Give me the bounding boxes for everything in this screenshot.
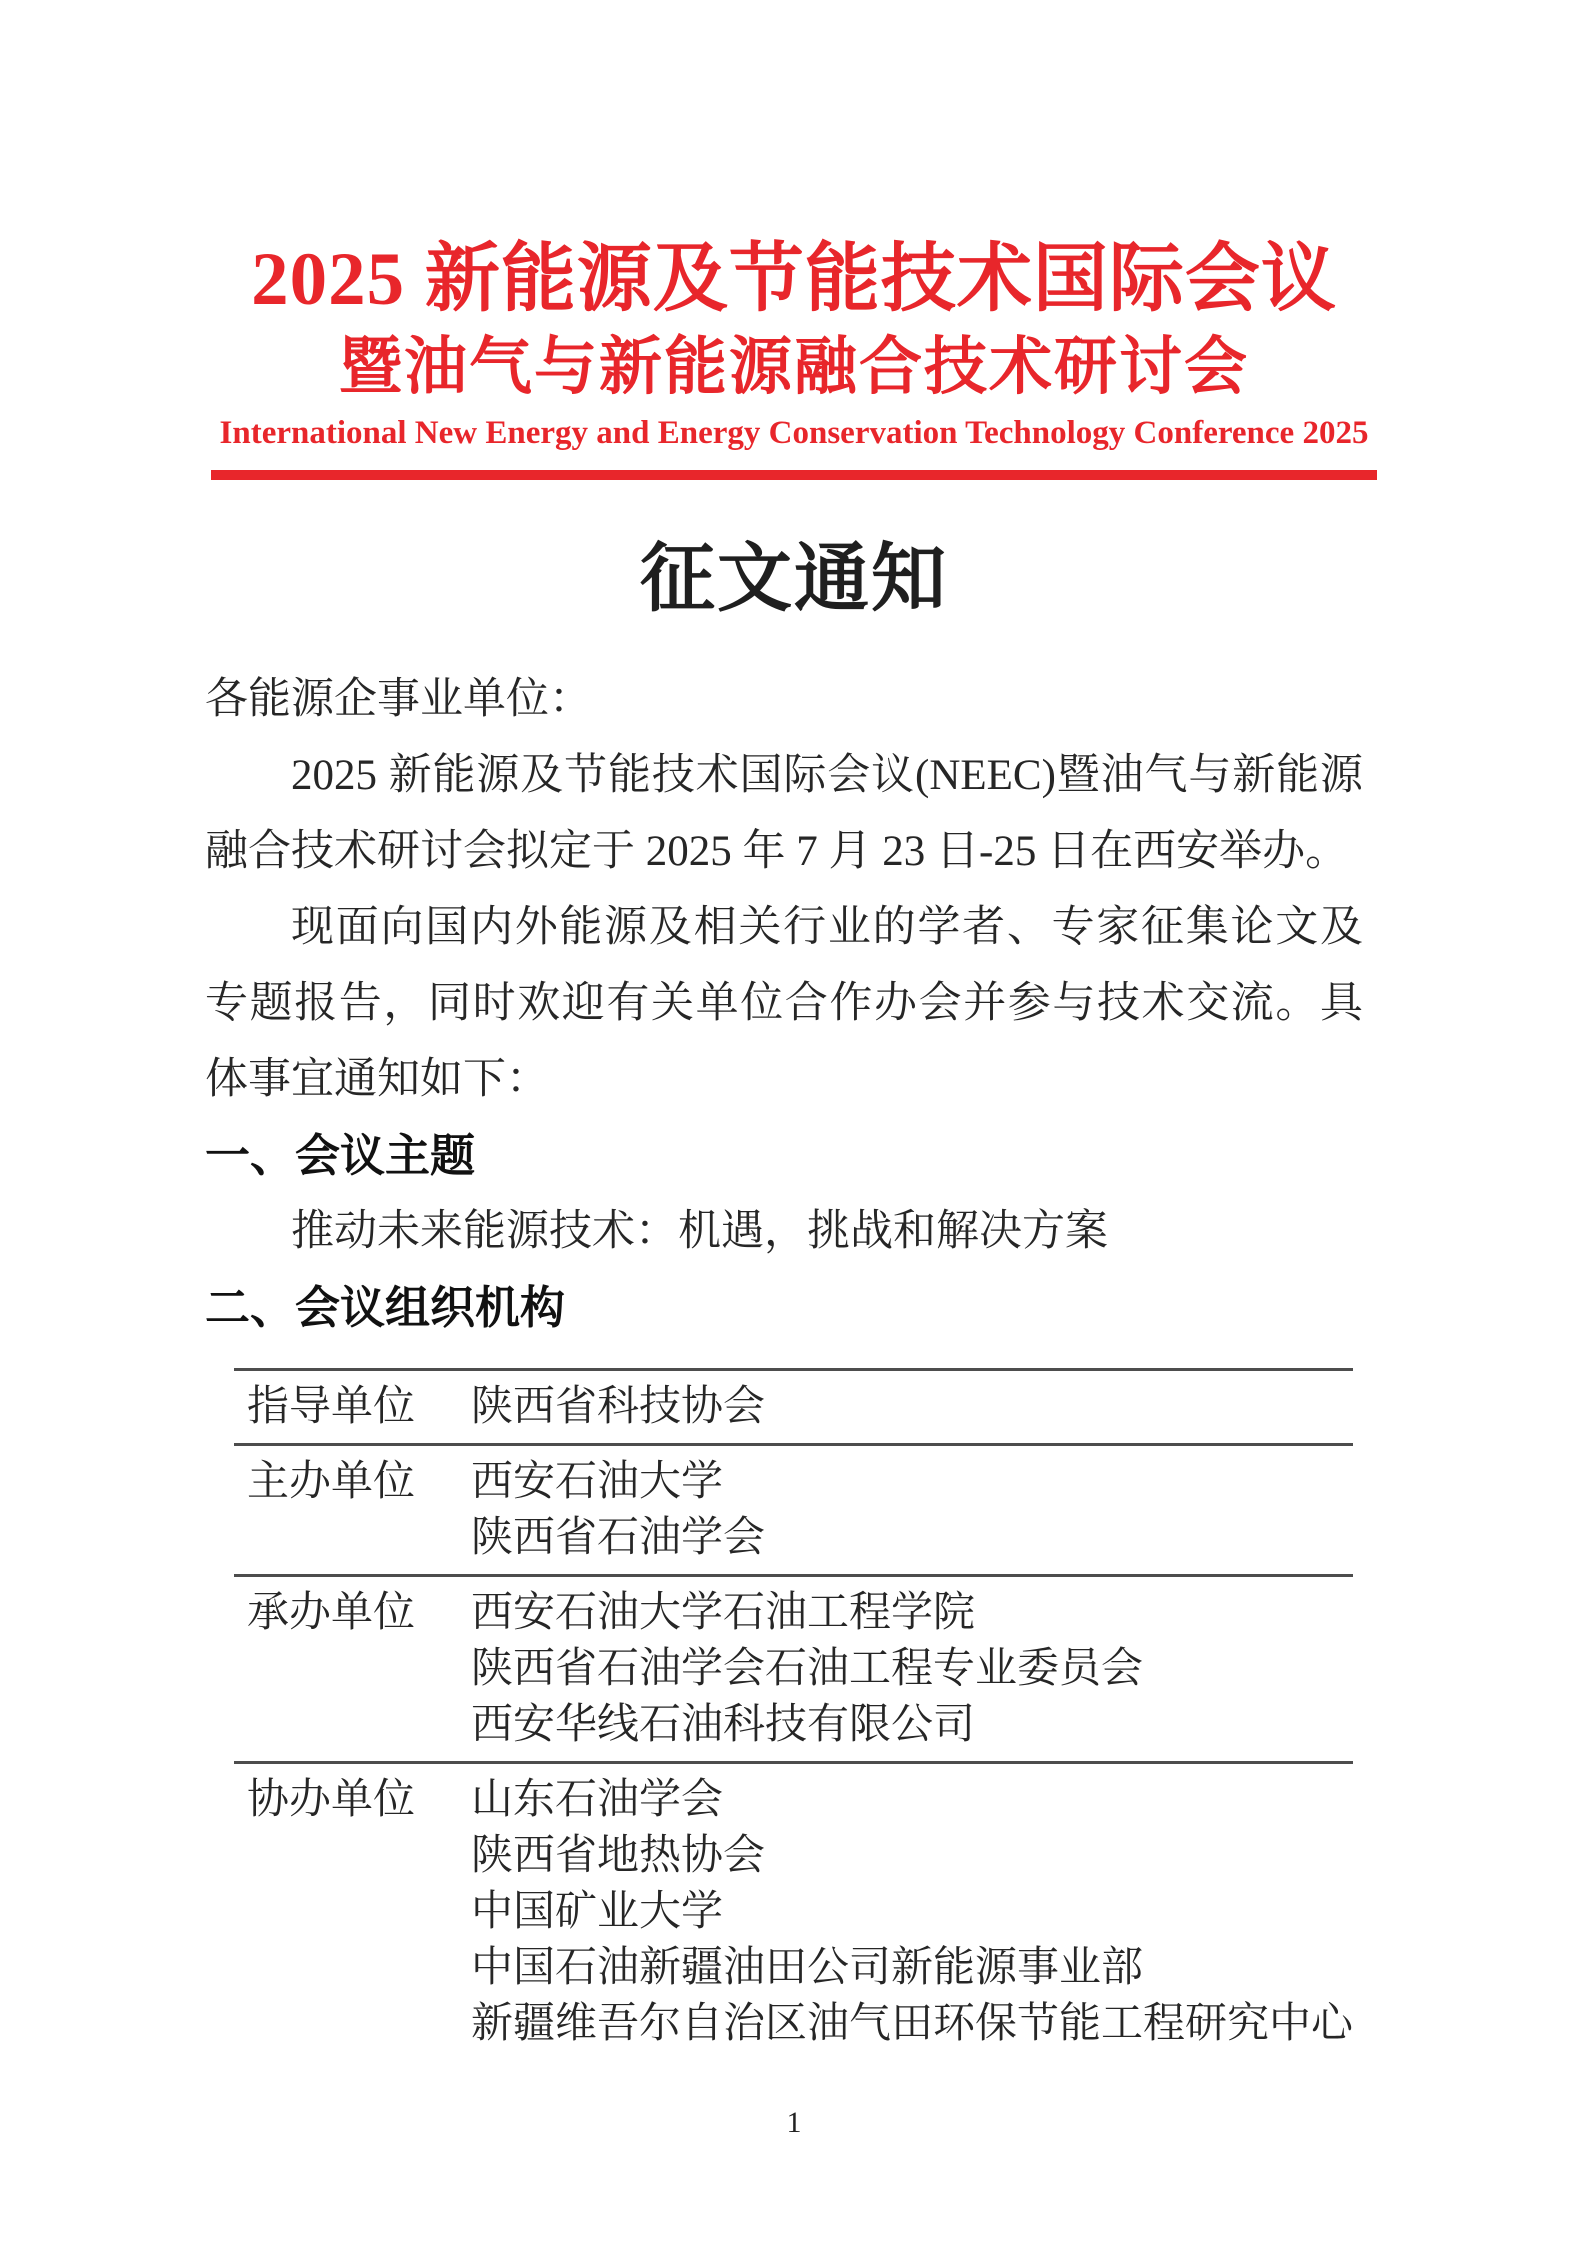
table-row <box>234 1445 1353 1576</box>
letterhead-divider-rule <box>211 470 1377 480</box>
organization-name: 陕西省科技协会 <box>470 1384 765 1430</box>
organization-name: 陕西省地热协会 <box>470 1833 765 1879</box>
table-row <box>234 1576 1353 1763</box>
intro-paragraph-1: 2025 新能源及节能技术国际会议(NEEC)暨油气与新能源融合技术研讨会拟定于 2025 年 7 月 23 日-25 日在西安举办。 <box>205 752 1363 875</box>
organization-name: 新疆维吾尔自治区油气田环保节能工程研究中心 <box>470 2001 1353 2047</box>
conference-title-cn-line1: 2025 新能源及节能技术国际会议 <box>251 238 1337 321</box>
organization-name: 中国石油新疆油田公司新能源事业部 <box>470 1945 1143 1991</box>
table-row <box>234 1370 1353 1445</box>
salutation-line: 各能源企事业单位： <box>205 676 592 723</box>
organization-name: 山东石油学会 <box>470 1777 723 1823</box>
organization-name: 陕西省石油学会 <box>470 1515 765 1561</box>
call-for-papers-title: 征文通知 <box>639 538 948 621</box>
conference-title-cn-line2: 暨油气与新能源融合技术研讨会 <box>339 332 1249 402</box>
organization-name: 西安华线石油科技有限公司 <box>470 1702 975 1748</box>
organization-names-cell <box>471 1763 1353 2061</box>
conference-title-english: International New Energy and Energy Conservation Technology Conference 2025 <box>219 415 1369 451</box>
document-body <box>0 662 1588 2060</box>
section-heading-conference-theme: 一、会议主题 <box>205 1130 476 1181</box>
organization-role-label: 承办单位 <box>234 1576 471 1763</box>
organization-names-cell <box>471 1370 1353 1445</box>
organization-names-cell <box>471 1576 1353 1763</box>
page-number: 1 <box>786 2106 802 2139</box>
organization-name: 西安石油大学石油工程学院 <box>470 1590 975 1636</box>
organization-name: 西安石油大学 <box>470 1459 723 1505</box>
organization-name: 中国矿业大学 <box>470 1889 723 1935</box>
conference-theme-text: 推动未来能源技术：机遇，挑战和解决方案 <box>291 1208 1108 1255</box>
organization-table-body <box>234 1370 1353 2061</box>
organization-names-cell <box>471 1445 1353 1576</box>
organization-role-label: 指导单位 <box>234 1370 471 1445</box>
section-heading-organizing-bodies: 二、会议组织机构 <box>205 1282 566 1333</box>
organization-table <box>234 1368 1353 2060</box>
organization-name: 陕西省石油学会石油工程专业委员会 <box>470 1646 1143 1692</box>
table-row <box>234 1763 1353 2061</box>
organization-role-label: 主办单位 <box>234 1445 471 1576</box>
intro-paragraph-2: 现面向国内外能源及相关行业的学者、专家征集论文及专题报告，同时欢迎有关单位合作办会并参与技术交流。具体事宜通知如下： <box>205 904 1363 1103</box>
conference-letterhead <box>0 235 1588 480</box>
organization-role-label: 协办单位 <box>247 1777 416 1823</box>
